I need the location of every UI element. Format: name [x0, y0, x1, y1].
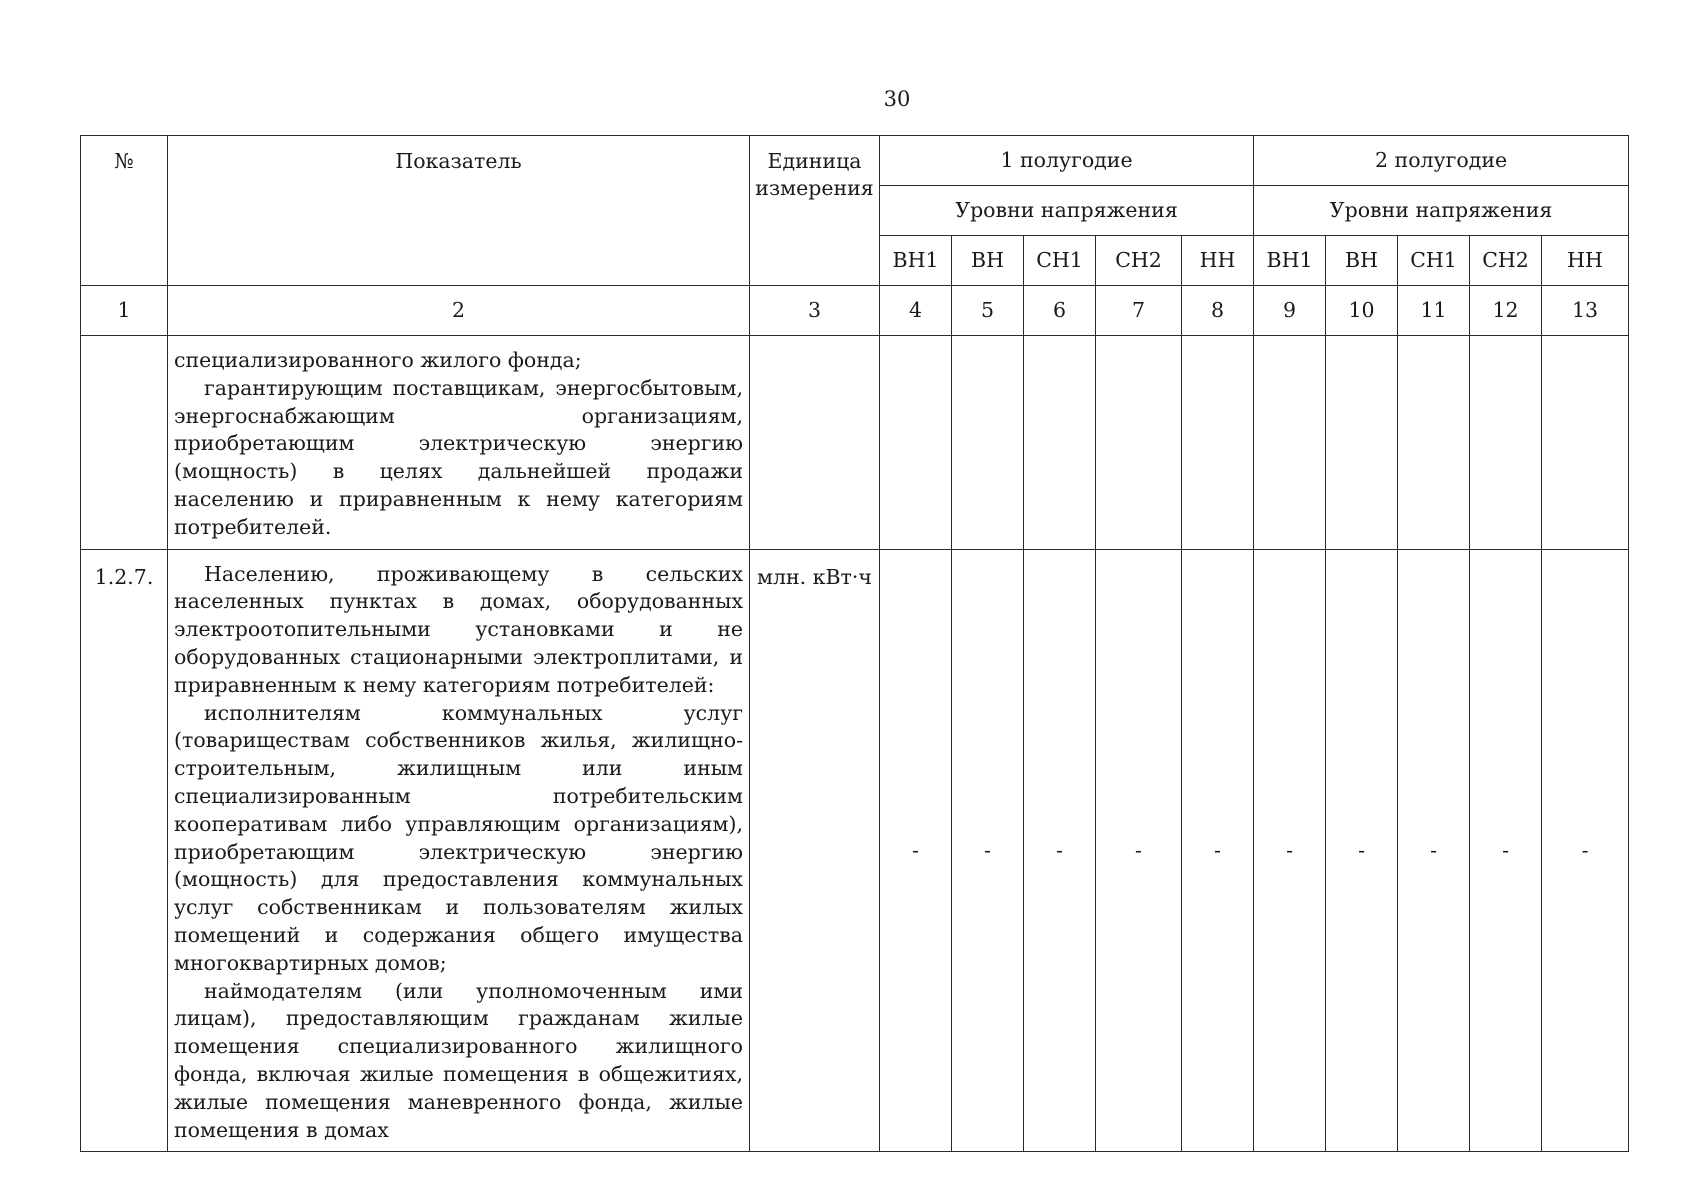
value-cell: - — [1096, 549, 1182, 1152]
header-unit: Единица измерения — [750, 136, 880, 286]
level-cell: НН — [1542, 236, 1629, 286]
row-paragraph: Населению, проживающему в сельских населенных пунктах в домах, оборудованных электроотопительными установками и не оборудованных стационарными электроплитами, и приравненным к нему категориям потребителей: — [174, 561, 743, 697]
row-description — [168, 336, 750, 550]
value-cell — [880, 336, 952, 550]
value-cell: - — [1398, 549, 1470, 1152]
header-row-1 — [81, 136, 1629, 186]
header-indicator: Показатель — [168, 136, 750, 286]
column-number: 1 — [81, 286, 168, 336]
column-number: 8 — [1182, 286, 1254, 336]
page-number: 30 — [883, 87, 911, 111]
value-cell: - — [952, 549, 1024, 1152]
table-row — [81, 549, 1629, 1152]
column-number: 9 — [1254, 286, 1326, 336]
row-number — [81, 336, 168, 550]
level-cell: ВН — [952, 236, 1024, 286]
column-number: 12 — [1470, 286, 1542, 336]
value-cell: - — [1542, 549, 1629, 1152]
row-unit: млн. кВт·ч — [750, 549, 880, 1152]
header-half1: 1 полугодие — [880, 136, 1254, 186]
row-paragraph: специализированного жилого фонда; — [174, 348, 582, 372]
level-cell: ВН1 — [880, 236, 952, 286]
value-cell — [1096, 336, 1182, 550]
header-no: № — [81, 136, 168, 286]
column-number: 7 — [1096, 286, 1182, 336]
level-cell: ВН1 — [1254, 236, 1326, 286]
tariff-table — [80, 135, 1629, 1152]
level-cell: СН2 — [1470, 236, 1542, 286]
level-cell: СН1 — [1398, 236, 1470, 286]
row-paragraph: гарантирующим поставщикам, энергосбытовым, энергоснабжающим организациям, приобретающим электрическую энергию (мощность) в целях дальнейшей продажи населению и приравненным к нему категориям потребителей. — [174, 375, 743, 539]
value-cell — [1182, 336, 1254, 550]
value-cell: - — [880, 549, 952, 1152]
column-number: 10 — [1326, 286, 1398, 336]
column-number: 4 — [880, 286, 952, 336]
value-cell — [1398, 336, 1470, 550]
header-voltage-levels-2: Уровни напряжения — [1254, 186, 1629, 236]
level-cell: НН — [1182, 236, 1254, 286]
level-cell: СН1 — [1024, 236, 1096, 286]
column-number: 6 — [1024, 286, 1096, 336]
value-cell — [1542, 336, 1629, 550]
row-unit — [750, 336, 880, 550]
column-number: 2 — [168, 286, 750, 336]
header-half2: 2 полугодие — [1254, 136, 1629, 186]
value-cell — [952, 336, 1024, 550]
row-number: 1.2.7. — [81, 549, 168, 1152]
header-voltage-levels-1: Уровни напряжения — [880, 186, 1254, 236]
column-number: 11 — [1398, 286, 1470, 336]
row-description — [168, 549, 750, 1152]
value-cell — [1254, 336, 1326, 550]
value-cell: - — [1326, 549, 1398, 1152]
level-cell: СН2 — [1096, 236, 1182, 286]
value-cell — [1326, 336, 1398, 550]
value-cell — [1024, 336, 1096, 550]
row-paragraph: наймодателям (или уполномоченным ими лицам), предоставляющим гражданам жилые помещения специализированного жилищного фонда, включая жилые помещения в общежитиях, жилые помещения маневренного фонда, жилые помещения в домах — [174, 978, 743, 1142]
column-number: 3 — [750, 286, 880, 336]
value-cell: - — [1182, 549, 1254, 1152]
value-cell: - — [1024, 549, 1096, 1152]
column-number: 13 — [1542, 286, 1629, 336]
value-cell — [1470, 336, 1542, 550]
column-number-row — [81, 286, 1629, 336]
value-cell: - — [1254, 549, 1326, 1152]
table-row — [81, 336, 1629, 550]
value-cell: - — [1470, 549, 1542, 1152]
column-number: 5 — [952, 286, 1024, 336]
level-cell: ВН — [1326, 236, 1398, 286]
row-paragraph: исполнителям коммунальных услуг (товариществам собственников жилья, жилищно-строительным, жилищным или иным специализированным потребительским кооперативам либо управляющим организациям), приобретающим электрическую энергию (мощность) для предоставления коммунальных услуг собственникам и пользователям жилых помещений и содержания общего имущества многоквартирных домов; — [174, 700, 743, 975]
